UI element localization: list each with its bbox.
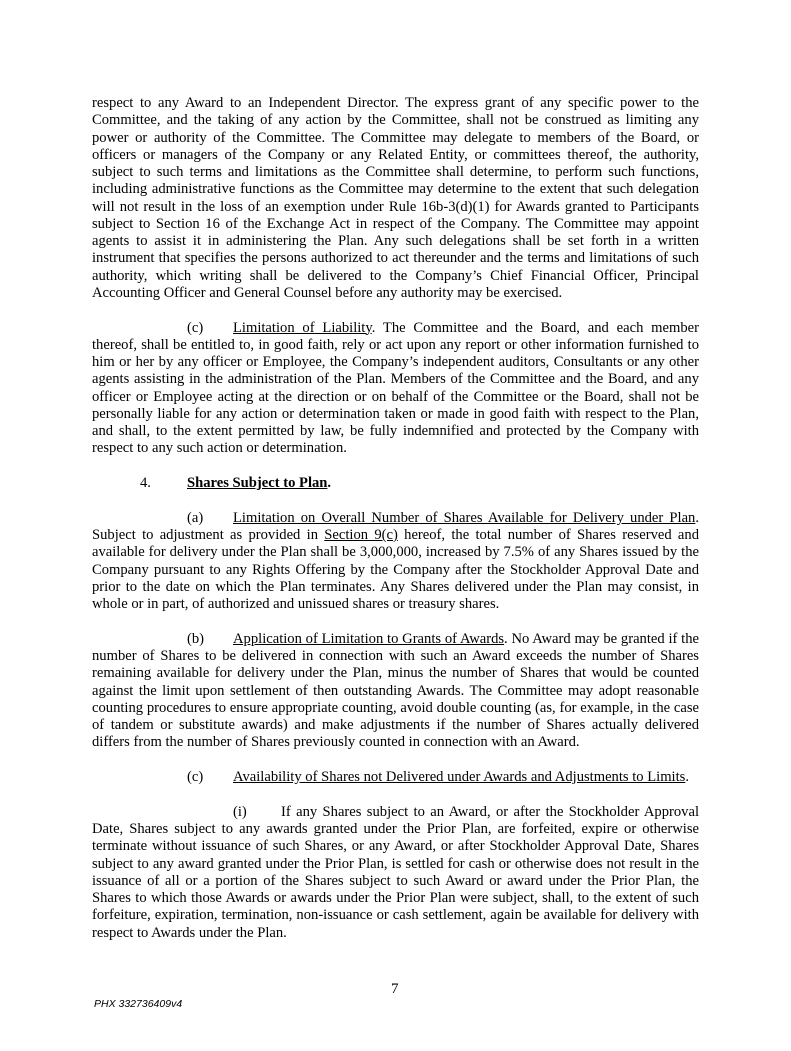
paragraph-committee-delegation bbox=[92, 95, 699, 302]
section-heading: Limitation of Liability bbox=[233, 319, 372, 336]
paragraph-limitation-of-liability bbox=[92, 320, 699, 458]
section-label: (c) bbox=[187, 769, 204, 785]
section-heading: Availability of Shares not Delivered under Awards and Adjustments to Limits bbox=[233, 769, 686, 785]
section-reference-link: Section 9(c) bbox=[324, 527, 398, 543]
paragraph-forfeited-shares bbox=[92, 804, 699, 942]
page-number: 7 bbox=[391, 980, 399, 997]
section-heading: Application of Limitation to Grants of Awards bbox=[233, 630, 505, 647]
section-4-heading bbox=[92, 475, 699, 492]
section-heading: Limitation on Overall Number of Shares Available for Delivery under Plan bbox=[233, 509, 696, 526]
section-label: (a) bbox=[187, 509, 204, 526]
paragraph-availability-heading bbox=[92, 769, 699, 786]
document-footer-id: PHX 332736409v4 bbox=[94, 997, 183, 1010]
paragraph-text: . No Award may be granted if the number of Shares to be delivered in connection with such an Award exceeds the number of Shares remaining available for delivery under the Plan, minus the number of Shares that would be counted against the limit upon settlement of then outstanding Awards. The Committee may adopt reasonable counting procedures to ensure appropriate counting, avoid double counting (as, for example, in the case of tandem or substitute awards) and make adjustments if the number of Shares actually delivered differs from the number of Shares previously counted in connection with an Award. bbox=[92, 630, 699, 751]
paragraph-text: hereof, the total number of Shares reserved and available for delivery under the Plan shall be 3,000,000, increased by 7.5% of any Shares issued by the Company pursuant to any Rights Offering by the Company after the Stockholder Approval Date and prior to the date on which the Plan terminates. Any Shares delivered under the Plan may consist, in whole or in part, of authorized and unissued shares or treasury shares. bbox=[92, 527, 699, 612]
section-label: (i) bbox=[233, 803, 247, 820]
paragraph-text: . The Committee and the Board, and each member thereof, shall be entitled to, in good faith, rely or act upon any report or other information furnished to him or her by any officer or Employee, the Company’s independent auditors, Consultants or any other agents assisting in the administration of the Plan. Members of the Committee and the Board, and any officer or Employee acting at the direction or on behalf of the Committee or the Board, shall not be personally liable for any action or determination taken or made in good faith with respect to the Plan, and shall, to the extent permitted by law, be fully indemnified and protected by the Company with respect to any such action or determination. bbox=[92, 319, 699, 457]
section-number: 4. bbox=[140, 475, 151, 491]
section-label: (b) bbox=[187, 630, 205, 647]
heading-period: . bbox=[685, 769, 689, 785]
paragraph-application-of-limitation bbox=[92, 631, 699, 752]
paragraph-text: If any Shares subject to an Award, or after the Stockholder Approval Date, Shares subject to any awards granted under the Prior Plan, are forfeited, expire or otherwise terminate without issuance of such Shares, or any Award, or after Stockholder Approval Date, Shares subject to any award granted under the Prior Plan, is settled for cash or otherwise does not result in the issuance of all or a portion of the Shares subject to such Award or award under the Prior Plan, the Shares to which those Awards or awards under the Prior Plan were subject, shall, to the extent of such forfeiture, expiration, termination, non-issuance or cash settlement, again be available for delivery with respect to Awards under the Plan. bbox=[92, 803, 699, 941]
section-label: (c) bbox=[187, 319, 204, 336]
paragraph-text: . Subject to adjustment as provided in bbox=[92, 509, 699, 543]
paragraph-overall-share-limit bbox=[92, 510, 699, 614]
section-title-period: . bbox=[327, 475, 332, 491]
paragraph-text: respect to any Award to an Independent Director. The express grant of any specific power to the Committee, and the taking of any action by the Committee, shall not be construed as limiting any power or authority of the Committee. The Committee may delegate to members of the Board, or officers or managers of the Company or any Related Entity, or committees thereof, the authority, subject to such terms and limitations as the Committee shall determine, to perform such functions, including administrative functions as the Committee may determine to the extent that such delegation will not result in the loss of an exemption under Rule 16b-3(d)(1) for Awards granted to Participants subject to Section 16 of the Exchange Act in respect of the Company. The Committee may appoint agents to assist it in administering the Plan. Any such delegations shall be set forth in a written instrument that specifies the persons authorized to act thereunder and the terms and limitations of such authority, which writing shall be delivered to the Company’s Chief Financial Officer, Principal Accounting Officer and General Counsel before any authority may be exercised. bbox=[92, 95, 699, 301]
section-title: Shares Subject to Plan bbox=[187, 475, 328, 491]
